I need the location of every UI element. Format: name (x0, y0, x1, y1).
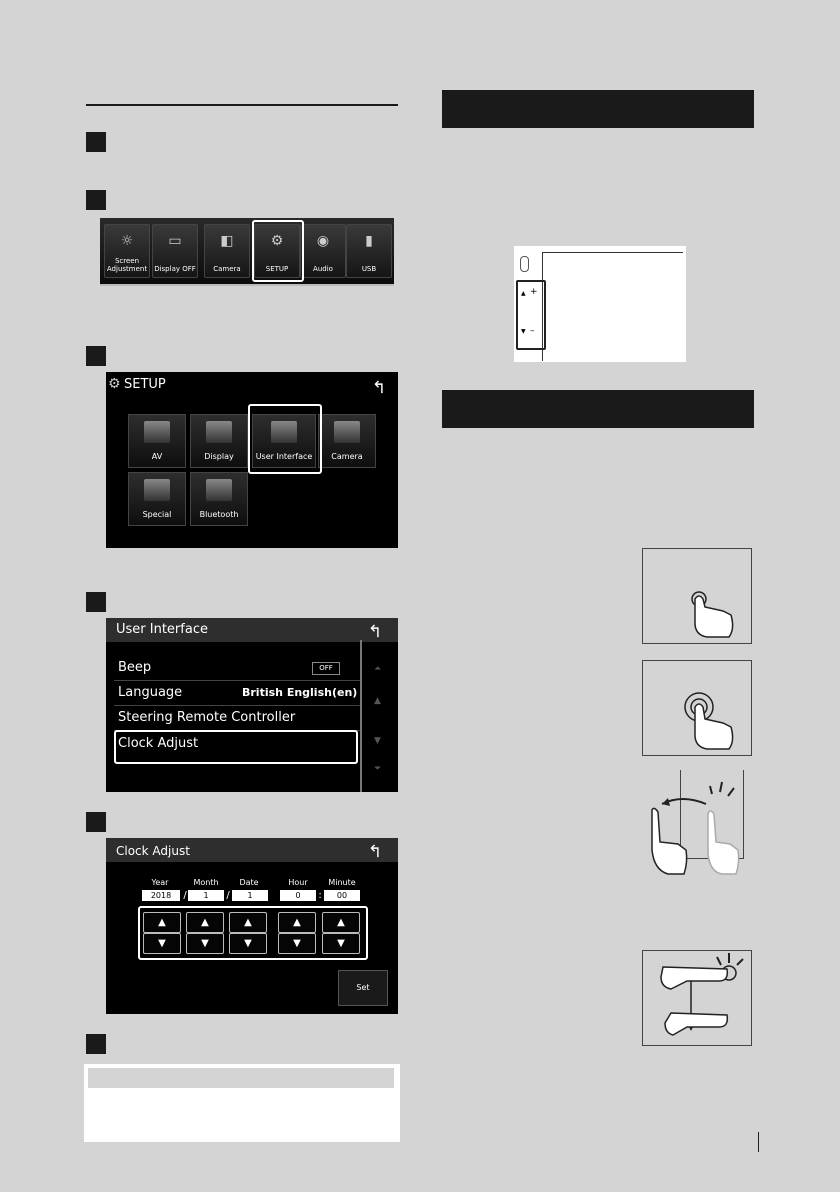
scroll-down-icon[interactable]: ▼ (374, 736, 381, 746)
row-divider (114, 680, 362, 681)
item-label: Camera (331, 452, 363, 461)
screen-adjustment-button[interactable] (104, 224, 150, 278)
volume-plus-label: + (530, 287, 538, 297)
scroll-up-icon[interactable]: ▲ (374, 696, 381, 706)
section-rule (86, 104, 398, 106)
year-value: 2018 (142, 890, 180, 901)
year-up-button[interactable]: ▲ (143, 912, 181, 933)
device-screen (542, 252, 683, 361)
step-6-marker (86, 1034, 106, 1054)
top-menu-strip (100, 218, 394, 286)
section-header-bar (442, 390, 754, 428)
date-down-button[interactable]: ▼ (229, 933, 267, 954)
tap-gesture-illustration (642, 548, 752, 644)
item-label: Special (142, 510, 172, 519)
set-button[interactable]: Set (338, 970, 388, 1006)
note-heading-bar (88, 1068, 394, 1088)
date-up-button[interactable]: ▲ (229, 912, 267, 933)
hour-value: 0 (280, 890, 316, 901)
flick-hand-icon (632, 770, 752, 880)
date-separator: / (183, 890, 187, 901)
section-header-bar (442, 90, 754, 128)
month-down-button[interactable]: ▼ (186, 933, 224, 954)
item-label: AV (151, 452, 163, 461)
drag-gesture-illustration (642, 950, 752, 1046)
back-icon[interactable]: ↰ (368, 622, 383, 642)
display-icon: ▭ (168, 233, 182, 249)
tile-label: Camera (213, 265, 241, 273)
setup-item-bluetooth[interactable] (190, 472, 248, 526)
speaker-icon: ◉ (316, 233, 330, 249)
tile-label: Screen Adjustment (106, 257, 148, 273)
drag-hand-icon (643, 951, 751, 1045)
setup-screen (106, 372, 398, 548)
user-interface-screen (106, 618, 398, 792)
display-off-button[interactable] (152, 224, 198, 278)
tile-label: Audio (313, 265, 333, 273)
volume-down-arrow: ▼ (521, 328, 526, 335)
tap-hand-icon (643, 549, 751, 643)
date-value: 1 (232, 890, 268, 901)
setup-highlight (252, 220, 304, 282)
long-press-hand-icon (643, 661, 751, 755)
row-label-clock-adjust[interactable]: Clock Adjust (118, 736, 199, 751)
setup-item-special[interactable] (128, 472, 186, 526)
scroll-top-icon[interactable]: ⏶ (374, 664, 382, 674)
phone-icon (206, 479, 232, 501)
audio-button[interactable] (300, 224, 346, 278)
item-label: Bluetooth (199, 510, 239, 519)
beep-toggle[interactable]: OFF (312, 662, 340, 675)
year-label: Year (151, 878, 169, 887)
screen-title: User Interface (116, 622, 208, 637)
volume-up-arrow: ▲ (521, 290, 526, 297)
month-up-button[interactable]: ▲ (186, 912, 224, 933)
back-icon[interactable]: ↰ (372, 378, 387, 398)
date-separator: / (226, 890, 230, 901)
tile-label: SETUP (265, 265, 289, 273)
sun-icon: ☼ (120, 233, 134, 249)
special-icon (144, 479, 170, 501)
step-1-marker (86, 132, 106, 152)
tile-label: USB (361, 265, 377, 273)
usb-icon: ▮ (365, 233, 373, 249)
year-down-button[interactable]: ▼ (143, 933, 181, 954)
knob-icon (520, 256, 529, 272)
language-value: British English(en) (242, 686, 358, 699)
date-label: Date (239, 878, 259, 887)
hour-label: Hour (288, 878, 308, 887)
scroll-bottom-icon[interactable]: ⏷ (374, 764, 382, 774)
gear-icon: ⚙ (270, 233, 284, 249)
step-3-marker (86, 346, 106, 366)
step-2-marker (86, 190, 106, 210)
minute-up-button[interactable]: ▲ (322, 912, 360, 933)
flick-gesture-illustration (632, 770, 752, 880)
row-divider (114, 705, 362, 706)
device-diagram (514, 246, 686, 362)
user-interface-highlight (248, 404, 322, 474)
back-icon[interactable]: ↰ (368, 842, 383, 862)
row-label-steering-remote[interactable]: Steering Remote Controller (118, 710, 296, 725)
item-label: Display (204, 452, 234, 461)
row-label-beep: Beep (118, 660, 152, 675)
volume-minus-label: – (530, 326, 535, 336)
long-press-gesture-illustration (642, 660, 752, 756)
month-label: Month (193, 878, 219, 887)
camera-button[interactable] (204, 224, 250, 278)
minute-down-button[interactable]: ▼ (322, 933, 360, 954)
screen-title: SETUP (124, 377, 166, 392)
camera-icon: ◧ (220, 233, 234, 249)
screen-title: Clock Adjust (116, 844, 190, 858)
usb-button[interactable] (346, 224, 392, 278)
setup-item-av[interactable] (128, 414, 186, 468)
hour-down-button[interactable]: ▼ (278, 933, 316, 954)
av-icon (144, 421, 170, 443)
step-5-marker (86, 812, 106, 832)
scrollbar[interactable] (360, 640, 362, 792)
minute-value: 00 (324, 890, 360, 901)
gear-icon: ⚙ (108, 376, 121, 392)
hour-up-button[interactable]: ▲ (278, 912, 316, 933)
item-label: User Interface (255, 452, 313, 461)
minute-label: Minute (328, 878, 356, 887)
clock-adjust-highlight (114, 730, 358, 764)
setup-item-display[interactable] (190, 414, 248, 468)
page-divider (758, 1132, 759, 1152)
display-icon (206, 421, 232, 443)
time-separator: : (318, 890, 322, 901)
setup-item-camera[interactable] (318, 414, 376, 468)
tile-label: Display OFF (154, 265, 196, 273)
camera-icon (334, 421, 360, 443)
month-value: 1 (188, 890, 224, 901)
row-label-language[interactable]: Language (118, 685, 183, 700)
step-4-marker (86, 592, 106, 612)
clock-adjust-screen (106, 838, 398, 1014)
